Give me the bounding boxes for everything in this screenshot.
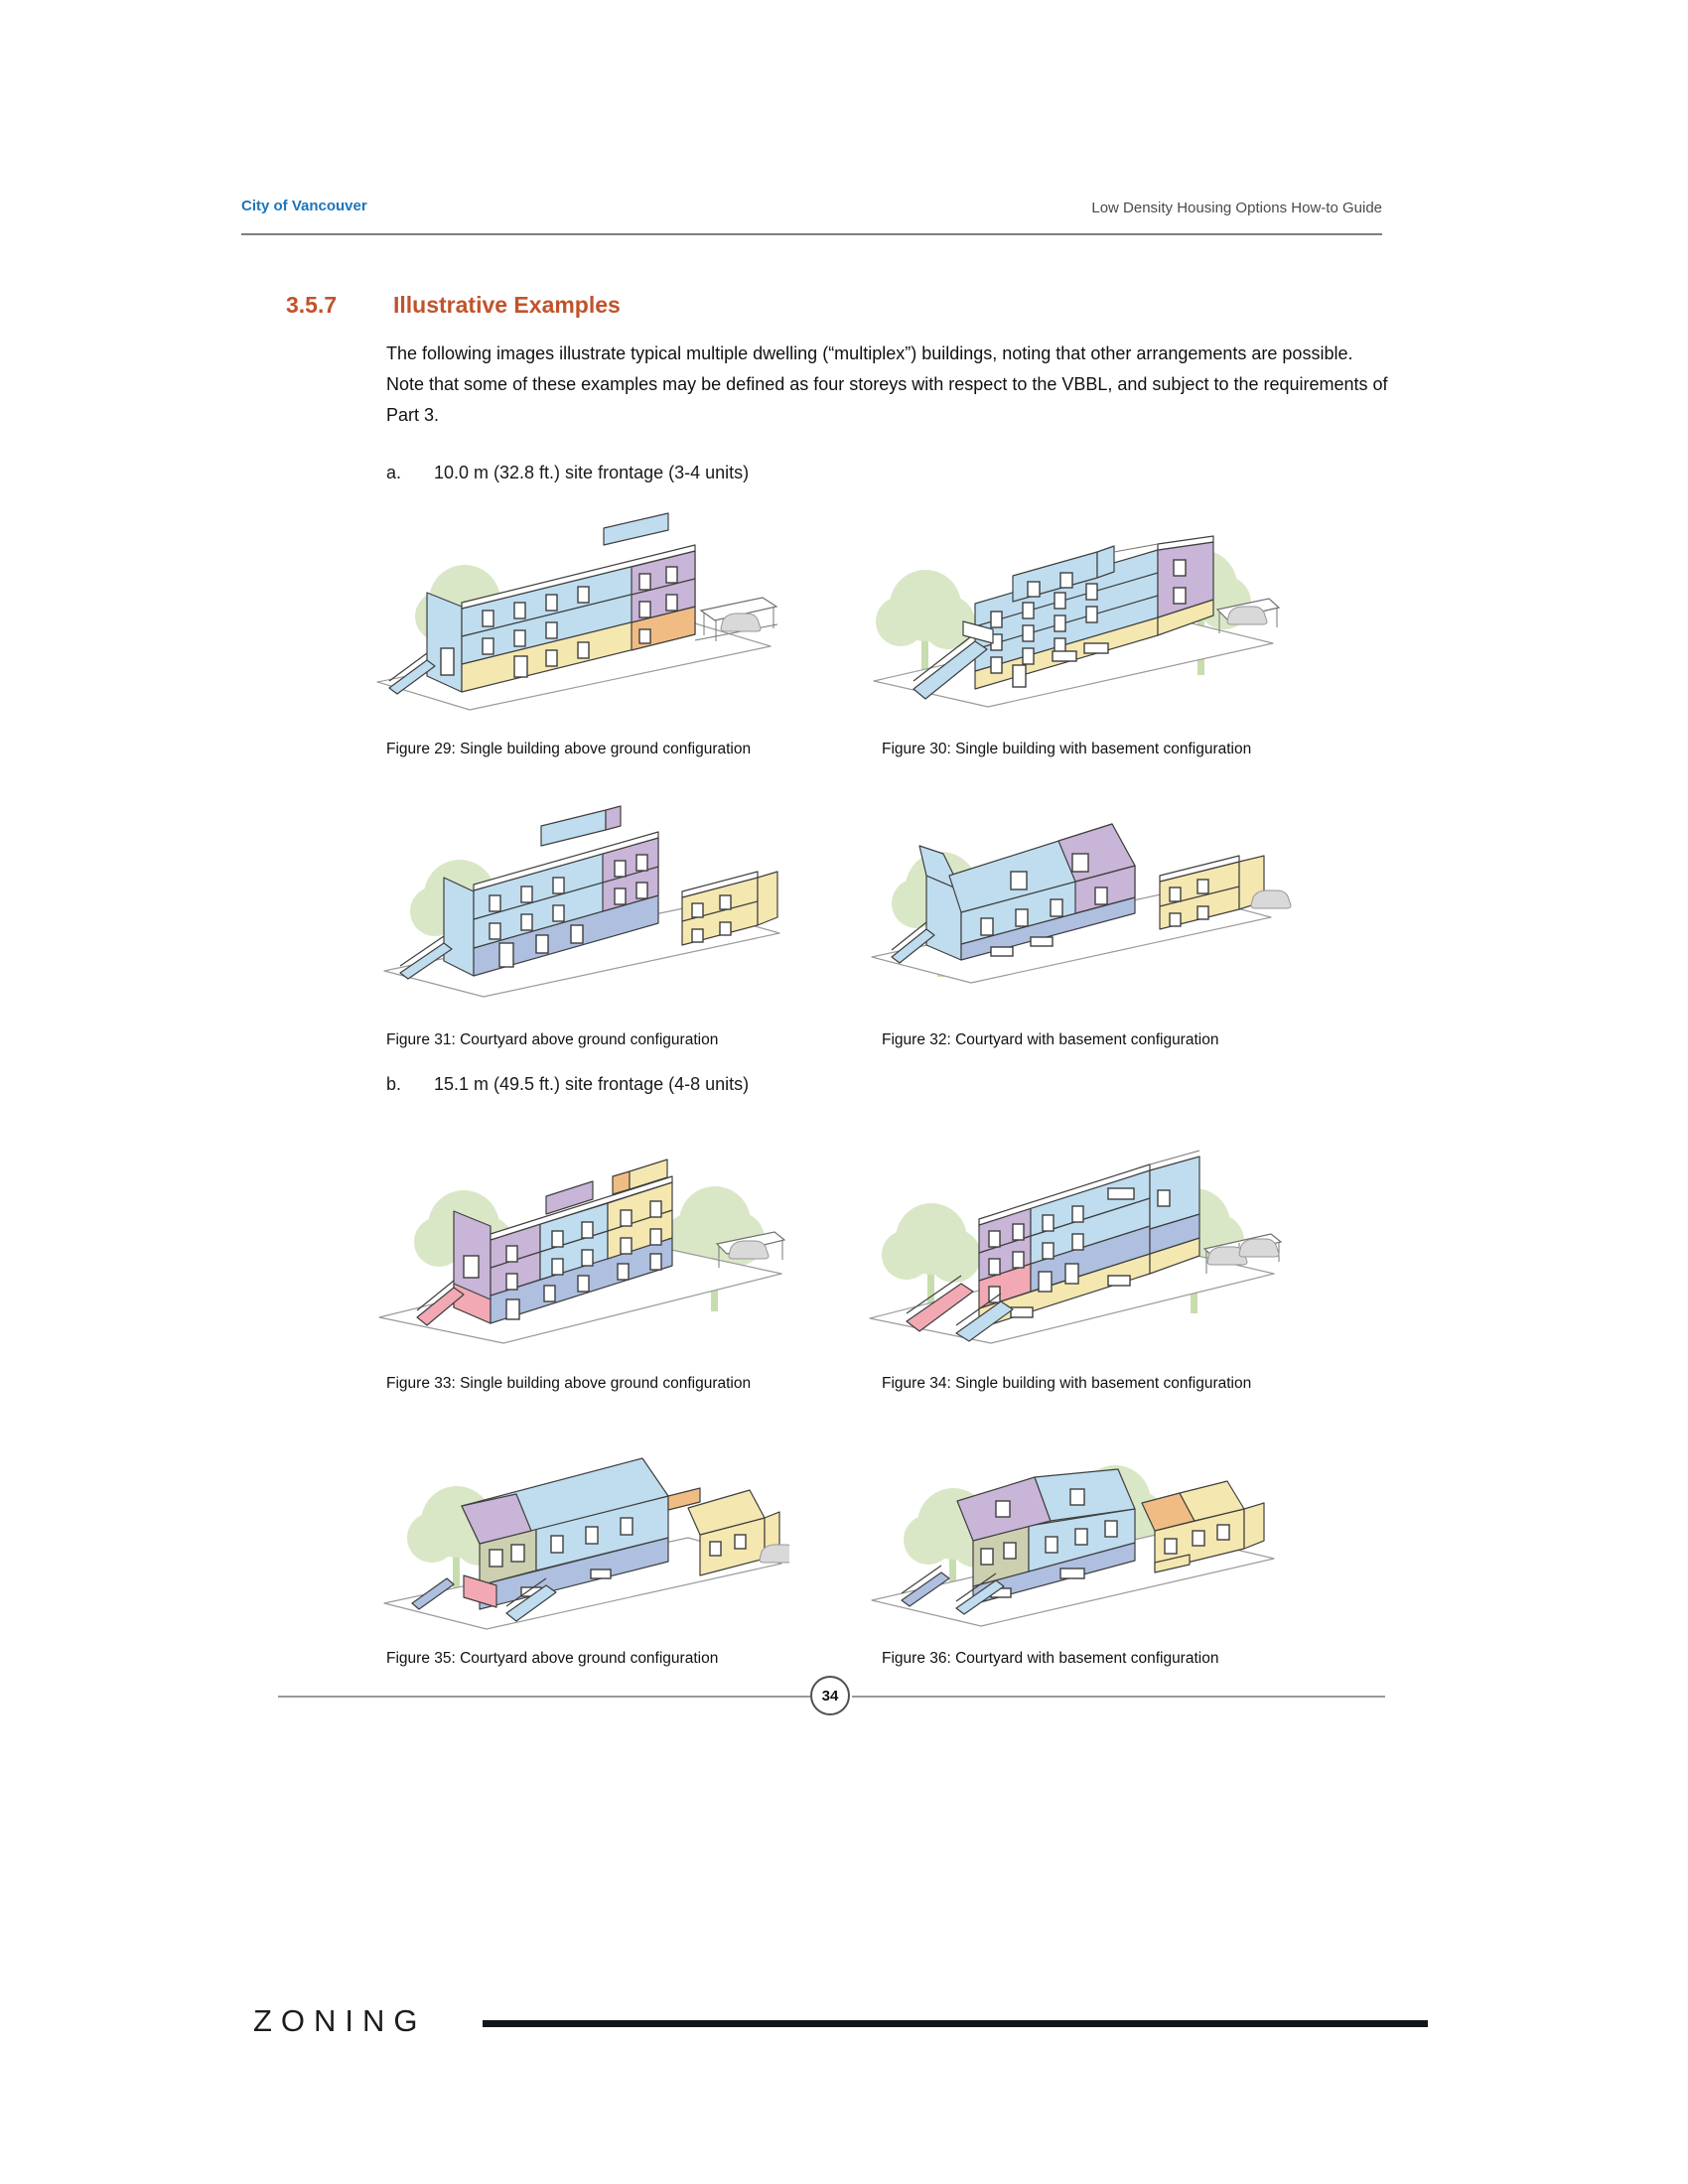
- header-right-title: Low Density Housing Options How-to Guide: [1091, 200, 1382, 216]
- section-title: Illustrative Examples: [393, 292, 621, 318]
- list-item-a-label: a.: [386, 463, 402, 482]
- figure-31-illustration: [372, 784, 789, 1008]
- footer-rule-left: [278, 1696, 810, 1698]
- figure-36-caption: Figure 36: Courtyard with basement configuration: [882, 1650, 1219, 1667]
- figure-33-caption: Figure 33: Single building above ground configuration: [386, 1375, 752, 1392]
- figure-33-illustration: [369, 1127, 791, 1357]
- intro-paragraph: The following images illustrate typical multiple dwelling (“multiplex”) buildings, noting that other arrangements are possible. Note that some of these examples may be defined as four storeys with respect to the VBBL, and subject to the requirements of Part 3.: [386, 343, 1388, 425]
- figure-32-caption: Figure 32: Courtyard with basement configuration: [882, 1031, 1219, 1048]
- figure-31-caption: Figure 31: Courtyard above ground configuration: [386, 1031, 719, 1048]
- section-number: 3.5.7: [286, 292, 338, 318]
- page-number-badge: 34: [810, 1676, 850, 1715]
- list-item-b-label: b.: [386, 1074, 402, 1094]
- figure-29-illustration: [365, 501, 787, 722]
- figure-35-illustration: [372, 1415, 789, 1633]
- list-item-b: [386, 1074, 749, 1095]
- header-rule: [241, 233, 1382, 235]
- figure-35-caption: Figure 35: Courtyard above ground configuration: [386, 1650, 719, 1667]
- figure-34-illustration: [862, 1125, 1299, 1358]
- list-item-b-text: 15.1 m (49.5 ft.) site frontage (4-8 units): [434, 1074, 750, 1094]
- figure-30-caption: Figure 30: Single building with basement configuration: [882, 741, 1252, 757]
- figure-34-caption: Figure 34: Single building with basement configuration: [882, 1375, 1252, 1392]
- figure-29-caption: Figure 29: Single building above ground configuration: [386, 741, 752, 757]
- footer-brand-bar: [483, 2020, 1428, 2027]
- list-item-a: [386, 463, 749, 483]
- footer-rule-right: [852, 1696, 1385, 1698]
- header-left-title: City of Vancouver: [241, 198, 367, 214]
- figure-36-illustration: [862, 1410, 1299, 1636]
- figure-32-illustration: [862, 766, 1294, 1005]
- figure-30-illustration: [864, 494, 1291, 721]
- list-item-a-text: 10.0 m (32.8 ft.) site frontage (3-4 units): [434, 463, 750, 482]
- footer-brand: ZONING: [253, 2003, 427, 2038]
